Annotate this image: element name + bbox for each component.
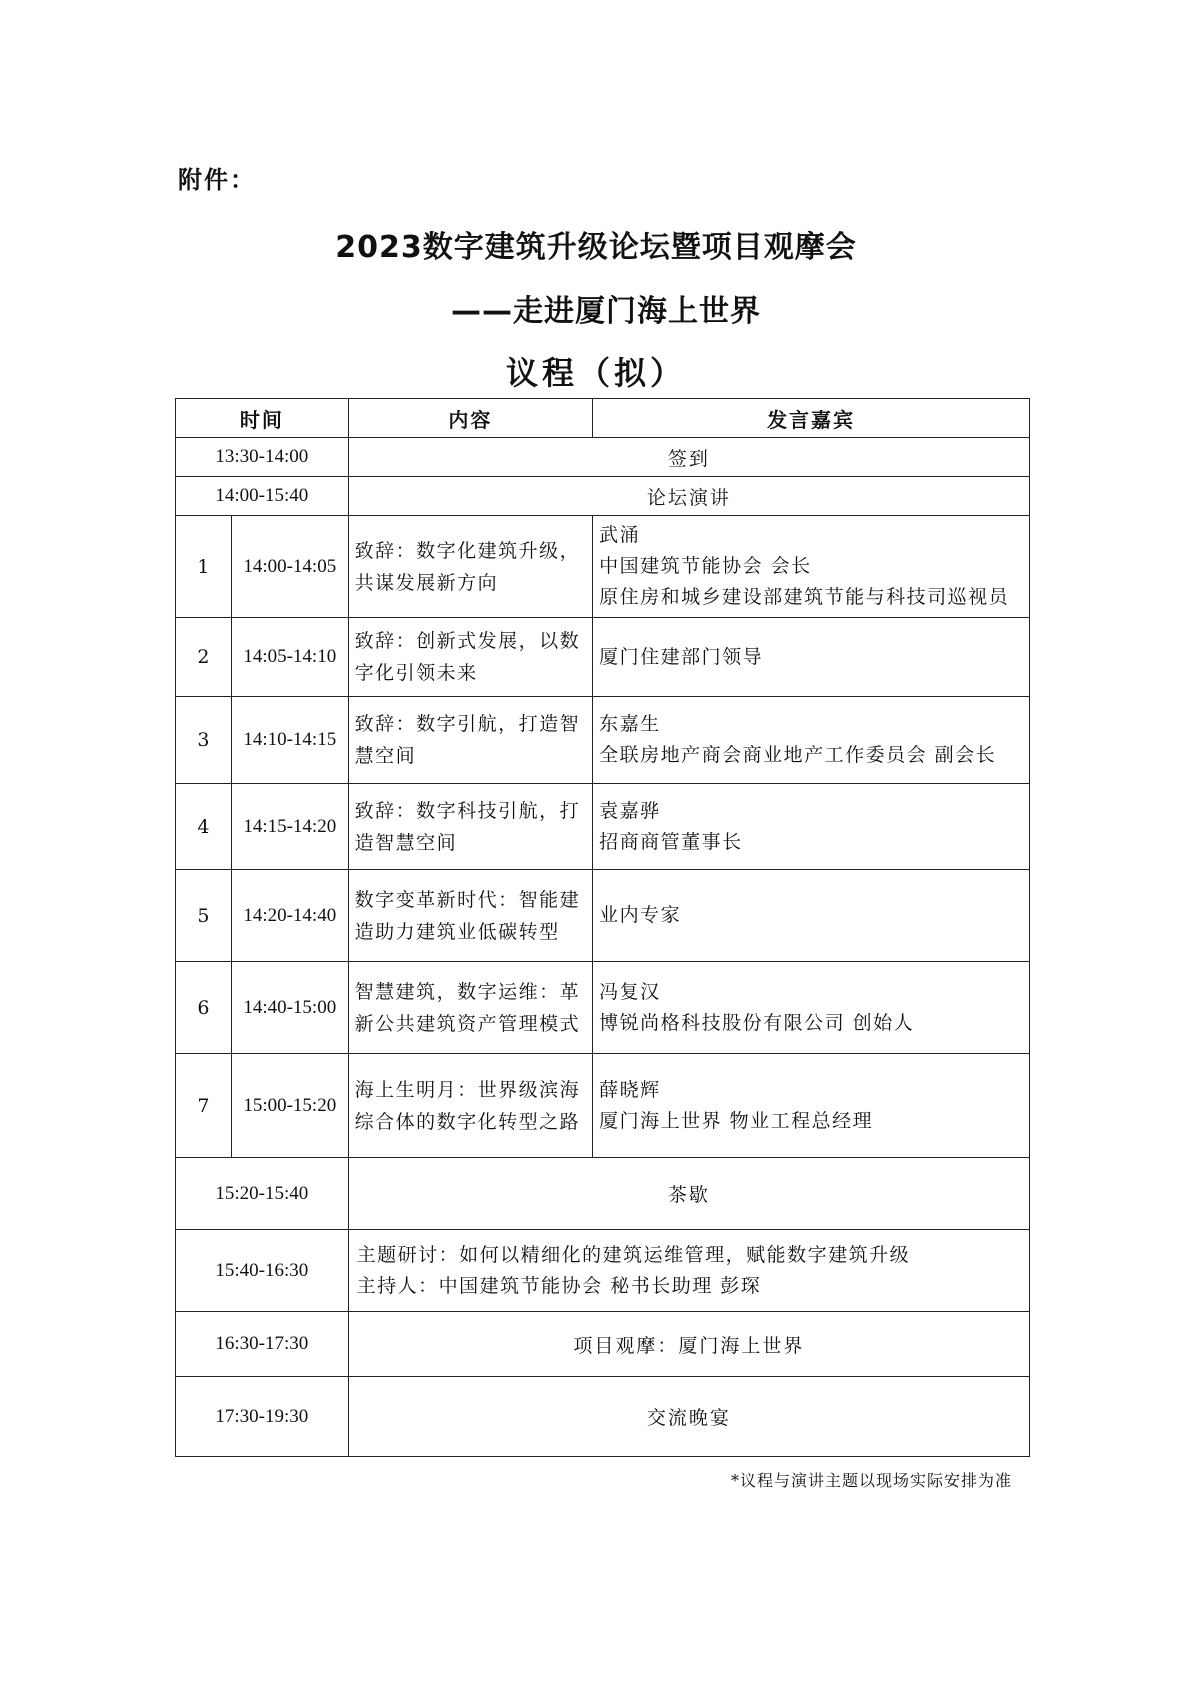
talk-number: 2 [176, 618, 232, 697]
visit-label: 项目观摩：厦门海上世界 [348, 1312, 1029, 1377]
talk-number: 7 [176, 1054, 232, 1158]
row-discussion [176, 1230, 1030, 1312]
signin-label: 签到 [348, 438, 1029, 477]
talk-number: 4 [176, 784, 232, 870]
speaker-line: 中国建筑节能协会 会长 [599, 555, 812, 577]
talk-content-line: 致辞：数字引航，打造智 [354, 713, 581, 735]
talk-content [348, 784, 592, 870]
talk-time: 14:20-14:40 [231, 870, 348, 962]
speaker-line: 博锐尚格科技股份有限公司 创始人 [599, 1011, 915, 1034]
talk-speaker [593, 784, 1030, 870]
talk-row [176, 618, 1030, 697]
speaker-line: 厦门住建部门领导 [599, 645, 764, 668]
talk-speaker [593, 1054, 1030, 1158]
talk-content-line: 字化引领未来 [354, 662, 478, 684]
talk-row [176, 697, 1030, 784]
attachment-label: 附件： [178, 166, 256, 194]
header-content: 内容 [348, 399, 592, 438]
row-forum [176, 477, 1030, 516]
talk-time: 14:00-14:05 [231, 516, 348, 618]
talk-row [176, 1054, 1030, 1158]
talk-content [348, 870, 592, 962]
header-speaker: 发言嘉宾 [593, 399, 1030, 438]
speaker-line: 厦门海上世界 物业工程总经理 [599, 1109, 874, 1132]
talk-speaker [593, 516, 1030, 618]
talk-content-line: 造助力建筑业低碳转型 [354, 920, 560, 943]
speaker-line: 招商商管董事长 [599, 830, 743, 853]
talk-content-line: 海上生明月：世界级滨海 [354, 1078, 581, 1101]
talk-content [348, 697, 592, 784]
visit-time: 16:30-17:30 [176, 1312, 349, 1377]
dinner-label: 交流晚宴 [348, 1377, 1029, 1457]
speaker-line: 全联房地产商会商业地产工作委员会 副会长 [599, 744, 997, 766]
talk-content-line: 数字变革新时代：智能建 [354, 888, 581, 911]
row-dinner [176, 1377, 1030, 1457]
forum-time: 14:00-15:40 [176, 477, 349, 516]
talk-time: 14:15-14:20 [231, 784, 348, 870]
speaker-line: 业内专家 [599, 904, 682, 926]
tea-time: 15:20-15:40 [176, 1158, 349, 1230]
talk-content-line: 致辞：创新式发展，以数 [354, 630, 581, 652]
discussion-host: 主持人：中国建筑节能协会 秘书长助理 彭琛 [356, 1274, 762, 1297]
talk-row [176, 516, 1030, 618]
talk-time: 14:10-14:15 [231, 697, 348, 784]
discussion-topic: 主题研讨：如何以精细化的建筑运维管理，赋能数字建筑升级 [356, 1243, 911, 1266]
row-visit [176, 1312, 1030, 1377]
talk-time: 15:00-15:20 [231, 1054, 348, 1158]
row-signin [176, 438, 1030, 477]
talk-content-line: 综合体的数字化转型之路 [354, 1110, 581, 1133]
speaker-line: 冯复汉 [599, 980, 661, 1003]
talk-content-line: 新公共建筑资产管理模式 [354, 1012, 581, 1035]
row-tea [176, 1158, 1030, 1230]
talk-time: 14:05-14:10 [231, 618, 348, 697]
discussion-content [348, 1230, 1029, 1312]
talk-content-line: 慧空间 [354, 745, 417, 767]
talk-number: 5 [176, 870, 232, 962]
talk-speaker [593, 962, 1030, 1054]
forum-label: 论坛演讲 [348, 477, 1029, 516]
title-line-1: 2023数字建筑升级论坛暨项目观摩会 [335, 230, 857, 265]
table-header-row [176, 399, 1030, 438]
talk-time: 14:40-15:00 [231, 962, 348, 1054]
footnote: *议程与演讲主题以现场实际安排为准 [730, 1471, 1012, 1490]
talk-row [176, 784, 1030, 870]
speaker-line: 薛晓辉 [599, 1078, 661, 1101]
talk-speaker [593, 618, 1030, 697]
talk-speaker [593, 697, 1030, 784]
talk-number: 1 [176, 516, 232, 618]
talk-content-line: 致辞：数字化建筑升级， [354, 539, 581, 562]
talk-content-line: 共谋发展新方向 [354, 571, 499, 594]
talk-content [348, 618, 592, 697]
dinner-time: 17:30-19:30 [176, 1377, 349, 1457]
talk-content [348, 1054, 592, 1158]
talk-row [176, 870, 1030, 962]
title-line-2: ——走进厦门海上世界 [451, 294, 761, 329]
talk-number: 3 [176, 697, 232, 784]
speaker-line: 原住房和城乡建设部建筑节能与科技司巡视员 [599, 586, 1010, 608]
speaker-line: 东嘉生 [599, 713, 661, 735]
talk-speaker [593, 870, 1030, 962]
header-time: 时间 [176, 399, 349, 438]
title-agenda: 议程（拟） [505, 354, 686, 392]
talk-content-line: 智慧建筑，数字运维：革 [354, 980, 581, 1003]
speaker-line: 武涌 [599, 524, 641, 546]
talk-number: 6 [176, 962, 232, 1054]
talk-row [176, 962, 1030, 1054]
talk-content [348, 962, 592, 1054]
talk-content-line: 造智慧空间 [354, 831, 458, 854]
tea-label: 茶歇 [348, 1158, 1029, 1230]
discussion-time: 15:40-16:30 [176, 1230, 349, 1312]
agenda-table [175, 398, 1030, 1457]
talk-content [348, 516, 592, 618]
talk-content-line: 致辞：数字科技引航，打 [354, 799, 581, 822]
signin-time: 13:30-14:00 [176, 438, 349, 477]
speaker-line: 袁嘉骅 [599, 799, 661, 822]
